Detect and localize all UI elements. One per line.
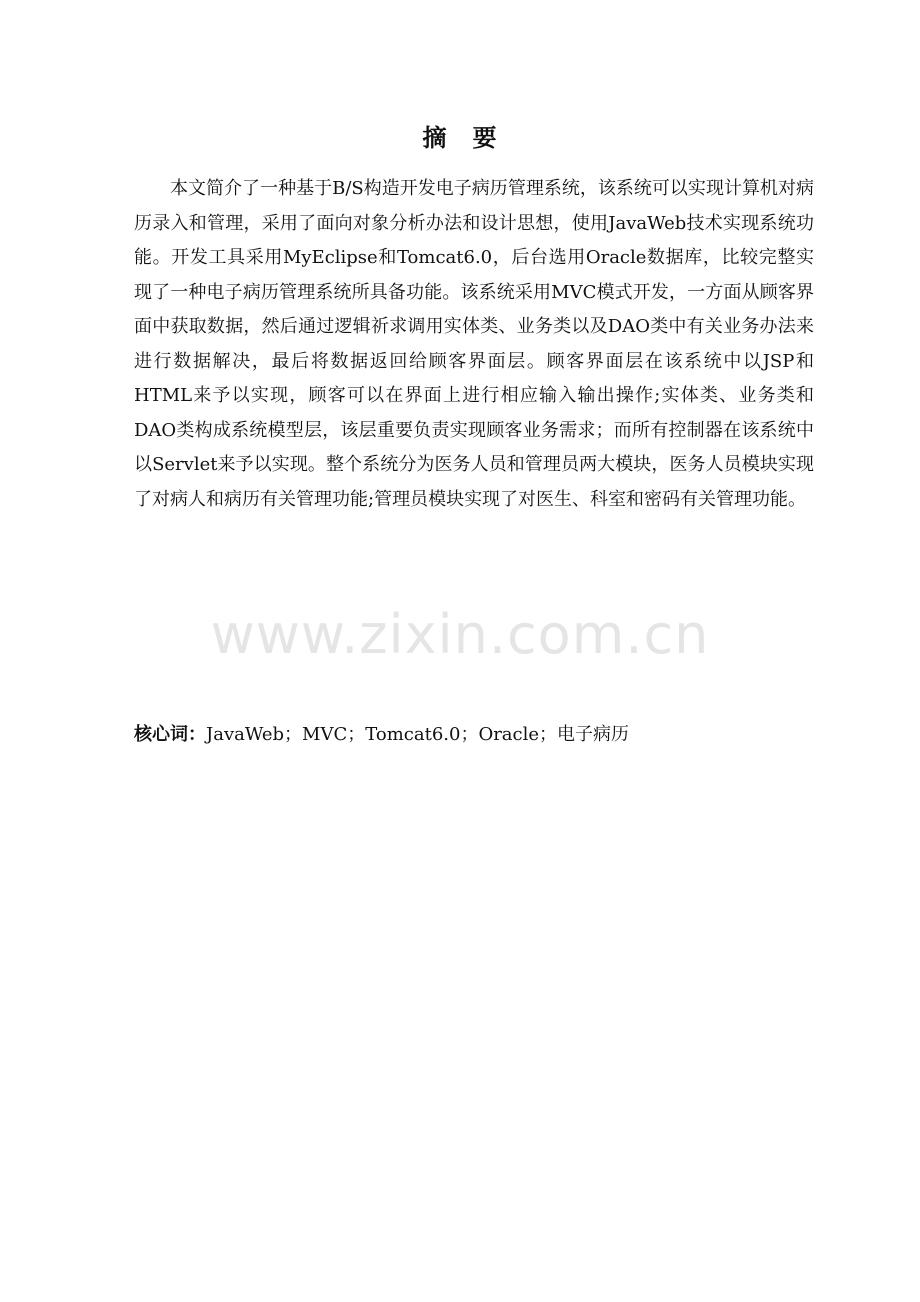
abstract-paragraph: 本文简介了一种基于B/S构造开发电子病历管理系统，该系统可以实现计算机对病历录入和管理，采用了面向对象分析办法和设计思想，使用JavaWeb技术实现系统功能。开发工具采用MyEclipse和Tomcat6.0，后台选用Oracle数据库，比较完整实现了一种电子病历管理系统所具备功能。该系统采用MVC模式开发，一方面从顾客界面中获取数据，然后通过逻辑祈求调用实体类、业务类以及DAO类中有关业务办法来进行数据解决，最后将数据返回给顾客界面层。顾客界面层在该系统中以JSP和HTML来予以实现，顾客可以在界面上进行相应输入输出操作;实体类、业务类和DAO类构成系统模型层，该层重要负责实现顾客业务需求；而所有控制器在该系统中以Servlet来予以实现。整个系统分为医务人员和管理员两大模块，医务人员模块实现了对病人和病历有关管理功能;管理员模块实现了对医生、科室和密码有关管理功能。 [134,178,814,510]
keywords-text: JavaWeb；MVC；Tomcat6.0；Oracle；电子病历 [206,724,630,745]
watermark-text: www.zixin.com.cn [210,603,710,666]
keywords-line [134,718,814,752]
page-title: 摘 要 [422,123,498,152]
keywords-label: 核心词： [134,724,206,745]
